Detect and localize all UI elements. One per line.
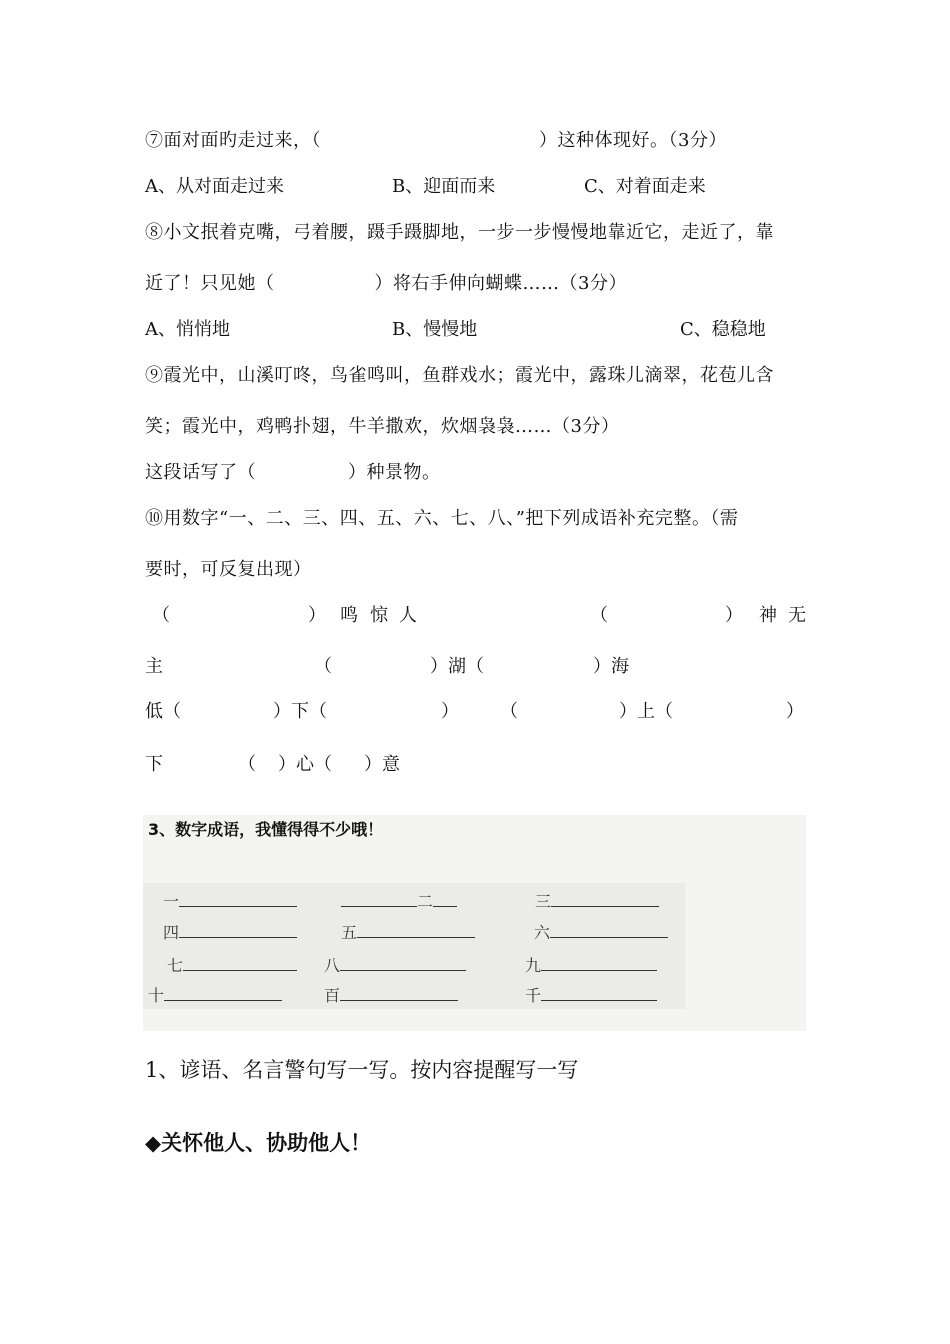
idiom-cell-8[interactable] xyxy=(324,953,466,976)
idiom-label-8: 八 xyxy=(324,956,341,975)
q10-row3-part6: ） xyxy=(786,701,804,722)
q10-row1-char3: 人 xyxy=(399,605,417,626)
q10-row2-end: ）海 xyxy=(593,656,629,677)
idiom-cell-9[interactable] xyxy=(525,953,657,976)
idiom-cell-5[interactable] xyxy=(341,920,475,943)
q8-option-a: A、悄悄地 xyxy=(145,319,230,340)
q10-line2: 要时，可反复出现） xyxy=(145,559,312,580)
q8-option-b: B、慢慢地 xyxy=(392,319,478,340)
idiom-cell-7[interactable] xyxy=(167,953,297,976)
q9-line1: ⑨霞光中，山溪叮咚，鸟雀鸣叫，鱼群戏水；霞光中，露珠儿滴翠，花苞儿含 xyxy=(145,365,774,386)
q10-row1-char2: 惊 xyxy=(370,605,388,626)
idiom-label-1: 一 xyxy=(163,892,180,911)
idiom-blank-11[interactable] xyxy=(340,984,458,1001)
idiom-cell-1[interactable] xyxy=(163,889,297,912)
q10-row3-part5: ）上（ xyxy=(619,701,673,722)
q10-row3-part3: ） xyxy=(441,701,459,722)
q7-stem-part2: ）这种体现好。（3分） xyxy=(539,130,727,151)
q10-row1-open2: （ xyxy=(590,605,608,626)
q10-row3-part2: ）下（ xyxy=(273,701,327,722)
q10-row2-mid: ）湖（ xyxy=(430,656,484,677)
q10-row2-open: （ xyxy=(314,656,332,677)
idiom-blank-10[interactable] xyxy=(164,984,282,1001)
number-idiom-box xyxy=(143,815,806,1031)
q10-row3-part1: 低（ xyxy=(145,701,181,722)
idiom-blank-6[interactable] xyxy=(550,921,668,938)
idiom-label-2: 二 xyxy=(417,892,434,911)
idiom-label-11: 百 xyxy=(324,986,341,1005)
idiom-label-9: 九 xyxy=(525,956,542,975)
q7-option-a: A、从对面走过来 xyxy=(145,176,284,197)
idiom-cell-12[interactable] xyxy=(525,983,657,1006)
idiom-blank-2a[interactable] xyxy=(341,890,417,907)
q10-row1-close2: ） xyxy=(725,605,743,626)
idiom-label-5: 五 xyxy=(341,923,358,942)
idiom-blank-8[interactable] xyxy=(340,954,466,971)
q7-stem-part1: ⑦面对面旳走过来，（ xyxy=(145,130,321,151)
idiom-blank-9[interactable] xyxy=(541,954,657,971)
idiom-label-6: 六 xyxy=(534,923,551,942)
q10-row1-char4: 神 xyxy=(759,605,777,626)
idiom-cell-6[interactable] xyxy=(534,920,668,943)
q7-stem xyxy=(145,126,727,152)
idiom-label-10: 十 xyxy=(148,986,165,1005)
q10-row1-char5: 无 xyxy=(788,605,806,626)
q9-line3-part2: ）种景物。 xyxy=(348,462,441,483)
idiom-cell-11[interactable] xyxy=(324,983,458,1006)
idiom-cell-10[interactable] xyxy=(148,983,282,1006)
q10-row4-mid: ）心（ xyxy=(278,754,332,775)
idiom-cell-2[interactable] xyxy=(341,889,457,912)
idiom-blank-4[interactable] xyxy=(179,921,297,938)
idiom-label-4: 四 xyxy=(163,923,180,942)
q9-line3 xyxy=(145,458,441,484)
q10-row1-char1: 鸣 xyxy=(340,605,358,626)
idiom-label-12: 千 xyxy=(525,986,542,1005)
q8-line1: ⑧小文抿着克嘴，弓着腰，蹑手蹑脚地，一步一步慢慢地靠近它，走近了，靠 xyxy=(145,222,774,243)
q10-row3-part4: （ xyxy=(500,701,518,722)
q7-option-b: B、迎面而来 xyxy=(392,176,496,197)
idiom-blank-5[interactable] xyxy=(357,921,475,938)
q10-row2-char1: 主 xyxy=(145,656,163,677)
q10-line1: ⑩用数字“一、二、三、四、五、六、七、八、”把下列成语补充完整。（需 xyxy=(145,508,739,529)
idiom-blank-12[interactable] xyxy=(541,984,657,1001)
q7-option-c: C、对着面走来 xyxy=(584,176,706,197)
care-others-heading: ◆关怀他人、协助他人！ xyxy=(145,1130,372,1155)
idiom-cell-4[interactable] xyxy=(163,920,297,943)
idiom-label-7: 七 xyxy=(167,956,184,975)
idiom-blank-3[interactable] xyxy=(551,890,659,907)
q10-row4-open: （ xyxy=(238,754,256,775)
q8-line2-part1: 近了！只见她（ xyxy=(145,273,275,294)
idiom-blank-2b[interactable] xyxy=(433,890,457,907)
q10-row4-char1: 下 xyxy=(145,754,163,775)
idiom-blank-1[interactable] xyxy=(179,890,297,907)
q8-line2-part2: ）将右手伸向蝴蝶……（3分） xyxy=(374,273,627,294)
idiom-label-3: 三 xyxy=(535,892,552,911)
q10-row1-open1: （ xyxy=(152,605,170,626)
proverb-section-title: 1、谚语、名言警句写一写。按内容提醒写一写 xyxy=(145,1058,579,1082)
q10-row1-close1: ） xyxy=(308,605,326,626)
q9-line3-part1: 这段话写了（ xyxy=(145,462,256,483)
q10-row4-end: ）意 xyxy=(364,754,400,775)
idiom-blank-7[interactable] xyxy=(183,954,297,971)
q8-line2 xyxy=(145,269,627,295)
q9-line2: 笑；霞光中，鸡鸭扑翅，牛羊撒欢，炊烟袅袅……（3分） xyxy=(145,416,620,437)
q8-option-c: C、稳稳地 xyxy=(680,319,766,340)
idiom-cell-3[interactable] xyxy=(535,889,659,912)
number-idiom-grid xyxy=(143,883,685,1009)
number-idiom-title: 3、数字成语，我懂得得不少哦！ xyxy=(148,820,384,839)
